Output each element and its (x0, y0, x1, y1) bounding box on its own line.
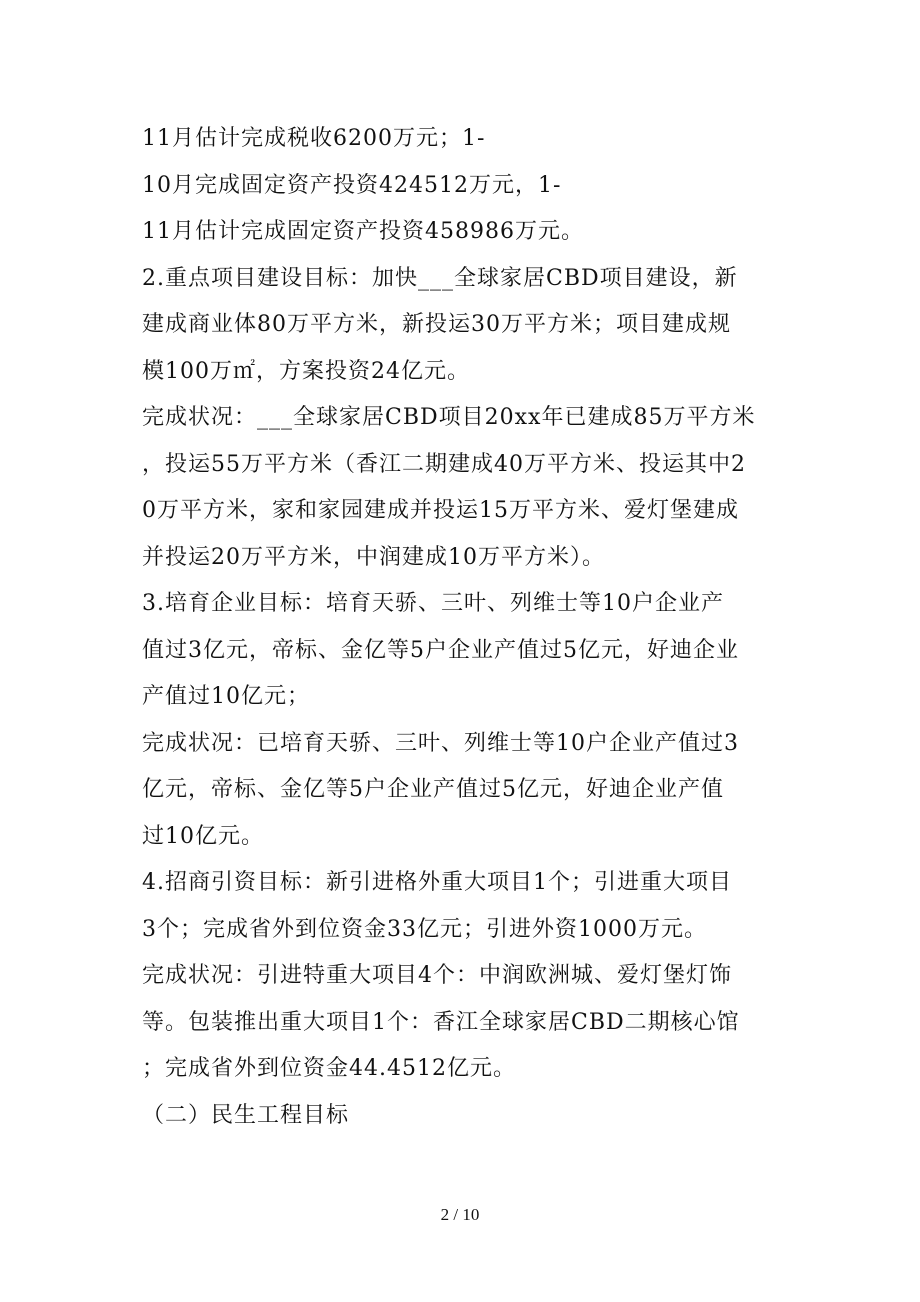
text-line: 完成状况：引进特重大项目4个：中润欧洲城、爱灯堡灯饰 (142, 963, 732, 988)
text-line: 0万平方米，家和家园建成并投运15万平方米、爱灯堡建成 (142, 498, 739, 523)
text-line: 模100万㎡，方案投资24亿元。 (142, 358, 470, 384)
text-line: ；完成省外到位资金44.4512亿元。 (142, 1056, 516, 1081)
text-line: 值过3亿元，帝标、金亿等5户企业产值过5亿元，好迪企业 (142, 637, 739, 663)
text-line: 4.招商引资目标：新引进格外重大项目1个；引进重大项目 (142, 870, 732, 895)
text-line: 10月完成固定资产投资424512万元，1- (142, 172, 562, 198)
text-line: 等。包装推出重大项目1个：香江全球家居CBD二期核心馆 (142, 1009, 740, 1035)
text-line: 过10亿元。 (142, 823, 264, 849)
text-line: ，投运55万平方米（香江二期建成40万平方米、投运其中2 (142, 451, 746, 477)
text-line: 并投运20万平方米，中润建成10万平方米）。 (142, 544, 605, 570)
text-line: 11月估计完成税收6200万元；1- (142, 126, 486, 151)
text-line: 产值过10亿元； (142, 684, 310, 709)
text-line: 亿元，帝标、金亿等5户企业产值过5亿元，好迪企业产值 (142, 777, 724, 802)
text-line: 完成状况：已培育天骄、三叶、列维士等10户企业产值过3 (142, 730, 739, 756)
text-line: 2.重点项目建设目标：加快___全球家居CBD项目建设，新 (142, 265, 738, 291)
section-heading: （二）民生工程目标 (142, 1102, 350, 1128)
page-number: 2 / 10 (440, 1205, 480, 1224)
text-line: 3个；完成省外到位资金33亿元；引进外资1000万元。 (142, 916, 707, 942)
text-line: 建成商业体80万平方米，新投运30万平方米；项目建成规 (142, 312, 731, 337)
document-body (142, 116, 782, 1139)
text-line: 完成状况：___全球家居CBD项目20xx年已建成85万平方米 (142, 405, 756, 430)
text-line: 11月估计完成固定资产投资458986万元。 (142, 219, 584, 244)
text-line: 3.培育企业目标：培育天骄、三叶、列维士等10户企业产 (142, 591, 724, 616)
